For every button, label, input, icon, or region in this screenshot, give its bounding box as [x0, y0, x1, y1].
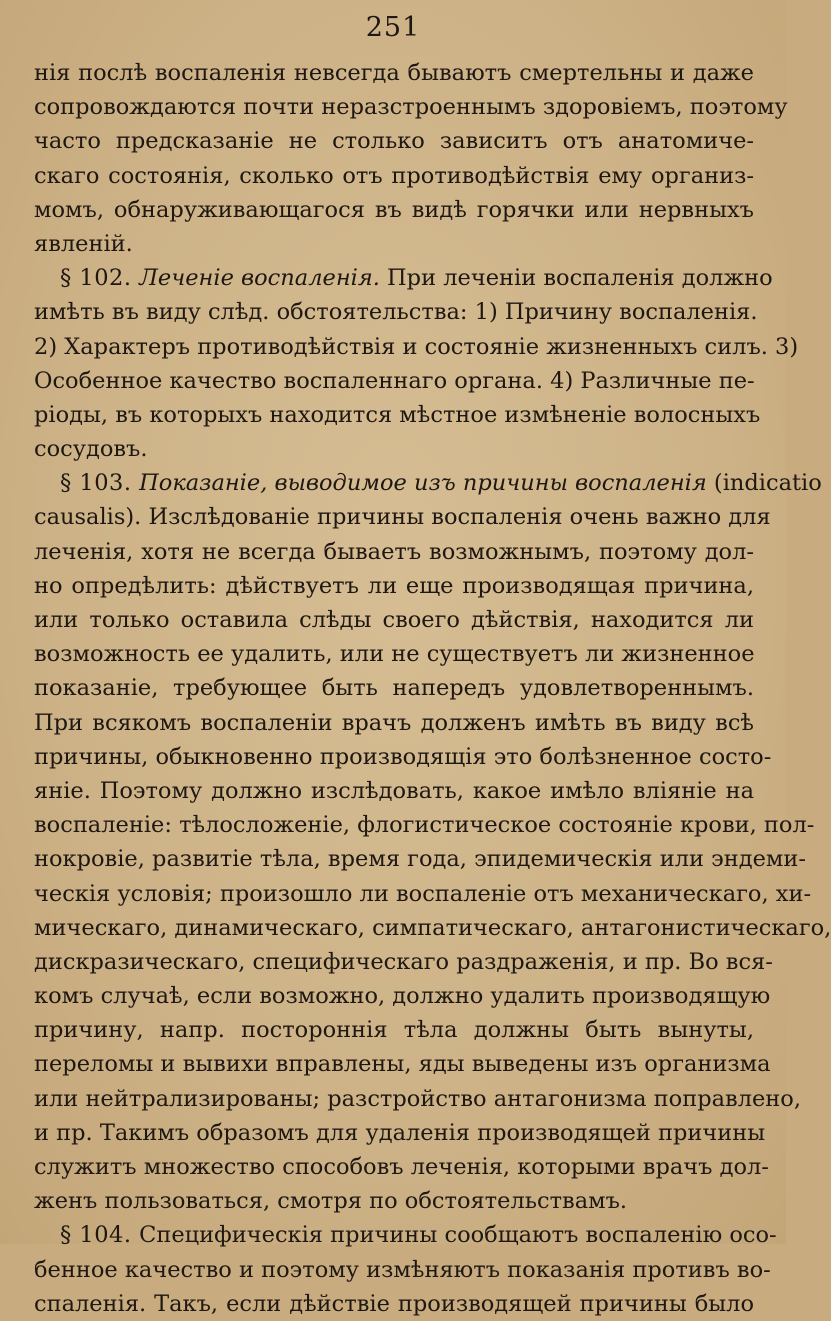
text-line [34, 603, 754, 637]
line-text: возможность ее удалить, или не существуетъ ли жизненное [34, 641, 755, 668]
text-line [34, 842, 807, 876]
line-text: имѣть въ виду слѣд. обстоятельства: 1) Причину воспаленія. [34, 299, 758, 326]
line-text: служитъ множество способовъ леченія, которыми врачъ дол- [34, 1154, 769, 1180]
section-number: § 102. [60, 265, 140, 292]
line-text: переломы и вывихи вправлены, яды выведены изъ организма [34, 1051, 771, 1078]
text-line [34, 911, 831, 945]
text-line [34, 1116, 766, 1150]
text-line [34, 535, 754, 569]
line-text: леченія, хотя не всегда бываетъ возможнымъ, поэтому дол- [34, 538, 754, 565]
text-line [34, 261, 773, 295]
section-heading: Показаніе, выводимое изъ причины воспаленія [139, 470, 707, 497]
text-line [34, 1013, 754, 1047]
text-line [34, 124, 754, 158]
text-line [34, 295, 758, 329]
line-text: момъ, обнаруживающагося въ видѣ горячки или нервныхъ [34, 196, 754, 223]
text-line [34, 364, 754, 398]
line-text: нія послѣ воспаленія невсегда бываютъ смертельны и даже [34, 60, 754, 86]
text-line [34, 1253, 771, 1287]
line-text: яніе. Поэтому должно изслѣдовать, какое имѣло вліяніе на [34, 777, 754, 804]
text-line [34, 877, 812, 911]
text-line [34, 808, 815, 842]
line-text: причины, обыкновенно производящія это болѣзненное состо- [34, 743, 772, 770]
line-text: или только оставила слѣды своего дѣйствія, находится ли [34, 607, 754, 633]
line-text: мическаго, динамическаго, симпатическаго, антагонистическаго, [34, 914, 831, 941]
text-line [34, 1287, 754, 1321]
line-text: ріоды, въ которыхъ находится мѣстное измѣненіе волосныхъ [34, 401, 761, 428]
line-text: При леченіи воспаленія должно [379, 265, 773, 292]
text-line [34, 945, 773, 979]
line-text: сосудовъ. [34, 436, 148, 463]
text-line [34, 432, 754, 466]
text-line [34, 1047, 771, 1081]
line-text: (indicatio [706, 470, 822, 497]
text-line [34, 227, 754, 261]
line-text: или нейтрализированы; разстройство антагонизма поправлено, [34, 1085, 801, 1112]
line-text: причину, напр. постороннія тѣла должны быть вынуты, [34, 1017, 754, 1044]
text-line [34, 706, 754, 740]
line-text: скаго состоянія, сколько отъ противодѣйствія ему организ- [34, 162, 754, 189]
line-text: Особенное качество воспаленнаго органа. 4) Различные пе- [34, 367, 755, 394]
text-line [34, 90, 788, 124]
line-text: показаніе, требующее быть напередъ удовлетвореннымъ. [34, 675, 754, 702]
page-number: 251 [365, 12, 421, 43]
text-line [34, 1218, 777, 1252]
line-text: ческія условія; произошло ли воспаленіе отъ механическаго, хи- [34, 880, 812, 907]
line-text: нокровіе, развитіе тѣла, время года, эпидемическія или эндеми- [34, 846, 807, 873]
text-line [34, 398, 761, 432]
line-text: бенное качество и поэтому измѣняютъ показанія противъ во- [34, 1256, 771, 1283]
line-text: дискразическаго, специфическаго раздраженія, и пр. Во вся- [34, 948, 773, 975]
text-line [34, 569, 754, 603]
text-line [34, 466, 822, 500]
section-number: § 104. [60, 1222, 140, 1249]
text-line [34, 330, 799, 364]
line-text: комъ случаѣ, если возможно, должно удалить производящую [34, 983, 771, 1010]
line-text: Специфическія причины сообщаютъ воспаленію осо- [139, 1222, 777, 1249]
line-text: и пр. Такимъ образомъ для удаленія производящей причины [34, 1119, 766, 1146]
line-text: но опредѣлить: дѣйствуетъ ли еще производящая причина, [34, 572, 754, 599]
line-text: сопровождаются почти неразстроеннымъ здоровіемъ, поэтому [34, 94, 788, 121]
text-line [34, 1150, 769, 1184]
text-line [34, 1082, 801, 1116]
line-text: явленій. [34, 230, 133, 257]
line-text: спаленія. Такъ, если дѣйствіе производящей причины было [34, 1290, 754, 1317]
text-line [34, 774, 754, 808]
text-line [34, 979, 771, 1013]
line-text: causalis). Изслѣдованіе причины воспаленія очень важно для [34, 504, 771, 531]
text-line [34, 159, 754, 193]
text-line [34, 193, 754, 227]
line-text: 2) Характеръ противодѣйствія и состояніе жизненныхъ силъ. 3) [34, 333, 799, 360]
text-line [34, 1184, 754, 1218]
line-text: воспаленіе: тѣлосложеніе, флогистическое состояніе крови, пол- [34, 812, 815, 839]
section-number: § 103. [60, 470, 140, 497]
text-line [34, 637, 754, 671]
body-text [34, 56, 831, 1321]
text-line [34, 740, 772, 774]
line-text: женъ пользоваться, смотря по обстоятельствамъ. [34, 1188, 628, 1215]
section-heading: Леченіе воспаленія. [139, 265, 380, 292]
text-line [34, 56, 754, 90]
line-text: часто предсказаніе не столько зависитъ отъ анатомиче- [34, 128, 754, 155]
text-line [34, 671, 754, 705]
line-text: При всякомъ воспаленіи врачъ долженъ имѣть въ виду всѣ [34, 709, 754, 736]
text-line [34, 500, 771, 534]
